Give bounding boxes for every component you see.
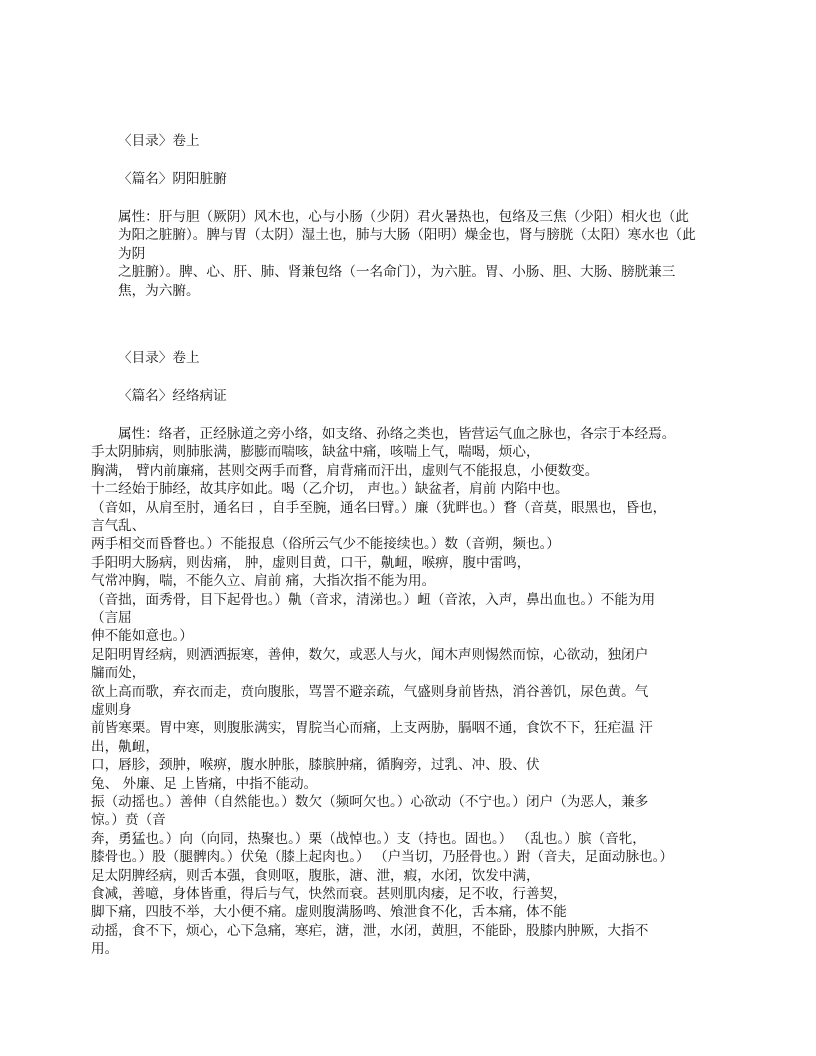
body-line: 属性：络者，正经脉道之旁小络，如支络、孙络之类也，皆营运气血之脉也，各宗于本经焉。	[118, 426, 676, 442]
body-line: 伸不能如意也。）	[91, 628, 193, 645]
body-line: 手太阴肺病，则肺胀满，膨膨而喘咳，缺盆中痛，咳喘上气，喘喝，烦心，	[91, 444, 540, 461]
body-line: （言屈	[91, 610, 132, 626]
body-line: 前皆寒栗。胃中寒，则腹胀满实，胃脘当心而痛，上支两胁，膈咽不通，食饮不下，狂疟温 汗	[91, 720, 653, 737]
body-line: 食减，善噫，身体皆重，得后与气，快然而衰。甚则肌肉痿，足不收，行善契，	[91, 886, 567, 902]
body-line: 两手相交而昏瞀也。）不能报息（俗所云气少不能接续也。）数（音朔，频也。）	[91, 536, 560, 553]
body-line: 手阳明大肠病，则齿痛， 肿，虚则目黄，口干，鼽衄，喉痹，腹中雷鸣，	[91, 554, 531, 571]
toc-heading: 〈目录〉卷上	[118, 350, 200, 366]
body-line: 焦，为六腑。	[118, 282, 200, 299]
body-line: 兔、 外廉、足 上皆痛，中指不能动。	[91, 775, 318, 792]
body-line: 属性：肝与胆（厥阴）风木也，心与小肠（少阴）君火暑热也，包络及三焦（少阳）相火也（此	[118, 209, 689, 225]
body-line: 足太阴脾经病，则舌本强，食则呕，腹胀，溏、泄，瘕，水闭，饮发中满，	[91, 867, 540, 884]
body-line: 牖而处，	[91, 665, 146, 682]
body-line: 足阳明胃经病，则洒洒振寒，善伸，数欠，或恶人与火，闻木声则惕然而惊，心欲动，独闭户	[91, 646, 649, 663]
body-line: 奔，勇猛也。）向（向同，热聚也。）栗（战悼也。）支（持也。固也。） （乱也。）膑（音牝，	[91, 830, 646, 847]
body-line: （音拙，面秀骨，目下起骨也。）鼽（音求，清涕也。）衄（音浓，入声，鼻出血也。）不能为用	[91, 591, 656, 608]
body-line: 胸满， 臂内前廉痛，甚则交两手而瞀，肩背痛而汗出，虚则气不能报息，小便数变。	[91, 462, 599, 479]
body-line: 为阴	[118, 245, 146, 262]
body-line: 用。	[91, 941, 119, 958]
chapter-title: 〈篇名〉经络病证	[118, 388, 227, 404]
body-line: 惊。）贲（音	[91, 812, 166, 829]
body-line: 十二经始于肺经，故其序如此。喝（乙介切， 声也。）缺盆者，肩前 内陷中也。	[91, 481, 569, 498]
body-line: 之脏腑）。脾、心、肝、肺、肾兼包络（一名命门），为六脏。胃、小肠、胆、大肠、膀胱兼三	[118, 264, 676, 281]
body-line: 为阳之脏腑）。脾与胃（太阴）湿土也，肺与大肠（阳明）燥金也，肾与膀胱（太阳）寒水也（此	[118, 227, 696, 244]
body-line: 欲上高而歌，弃衣而走，贲向腹胀，骂詈不避亲疏，气盛则身前皆热，消谷善饥，尿色黄。气	[91, 683, 649, 700]
toc-heading: 〈目录〉卷上	[118, 133, 200, 149]
body-line: 振（动摇也。）善伸（自然能也。）数欠（频呵欠也。）心欲动（不宁也。）闭户（为恶人，兼多	[91, 794, 649, 810]
chapter-title: 〈篇名〉阴阳脏腑	[118, 171, 227, 187]
body-line: （音如，从肩至肘，通名曰 ，自手至腕，通名曰臂。）廉（犹畔也。）瞀（音莫，眼黑也，昏也，	[91, 499, 667, 516]
body-line: 口，唇胗，颈肿，喉痹，腹水肿胀，膝膑肿痛，循胸旁，过乳、冲、股、伏	[91, 757, 540, 774]
body-line: 出，鼽衄，	[91, 738, 159, 755]
body-line: 气常冲胸，喘，不能久立、肩前 痛，大指次指不能为用。	[91, 573, 436, 590]
body-line: 脚下痛，四肢不举，大小便不痛。虚则腹满肠鸣、飧泄食不化，舌本痛，体不能	[91, 904, 567, 921]
body-line: 动摇，食不下，烦心，心下急痛，寒疟，溏，泄，水闭，黄胆，不能卧，股膝内肿厥，大指不	[91, 922, 649, 939]
body-line: 言气乱、	[91, 518, 146, 534]
body-line: 膝骨也。）股（腿髀肉。）伏兔（膝上起肉也。） （户当切，乃胫骨也。）跗（音夫，足面动脉也。）	[91, 849, 674, 866]
body-line: 虚则身	[91, 702, 132, 718]
